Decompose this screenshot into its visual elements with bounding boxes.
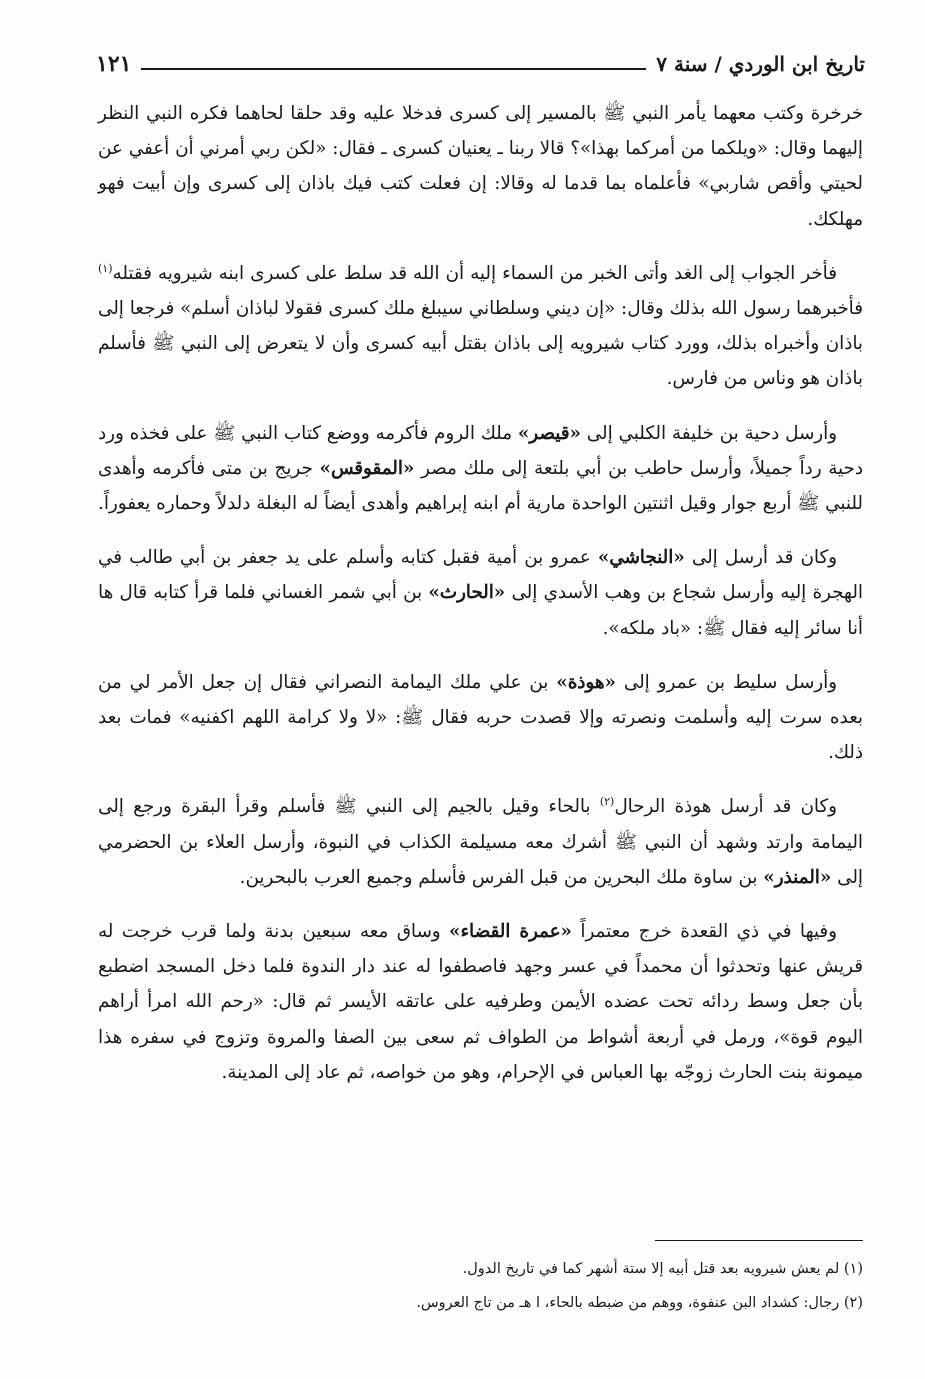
paragraph <box>98 540 863 646</box>
paragraph <box>98 665 863 771</box>
paragraph <box>98 416 863 522</box>
text-run: وكان قد أرسل إلى <box>684 547 838 569</box>
text-run: بالحاء وقيل بالجيم إلى النبي ﷺ فأسلم وقرأ البقرة ورجع إلى اليمامة وارتد وشهد أن النبي ﷺ أشرك معه مسيلمة الكذاب في النبوة، وأرسل العلاء بن الحضرمي إلى <box>98 796 863 888</box>
text-run: وأرسل سليط بن عمرو إلى <box>615 671 837 693</box>
paragraph <box>98 914 863 1090</box>
highlighted-name: «المقوقس» <box>319 457 415 479</box>
running-header <box>96 44 865 84</box>
footnote-separator <box>655 1240 863 1241</box>
footnote-1: (١) لم يعش شيرويه بعد قتل أبيه إلا ستة أشهر كما في تاريخ الدول. <box>462 1261 863 1277</box>
text-run: وساق معه سبعين بدنة ولما قرب خرجت له قريش عنها وتحدثوا أن محمداً في عسر وجهد فاصطفوا له عند دار الندوة فلما دخل المسجد اضطبع بأن جعل وسط ردائه تحت عضده الأيمن وطرفيه على عاتقه الأيسر ثم قال: «رحم الله امرأ أراهم اليوم قوة»، ورمل في أربعة أشواط من الطواف ثم سعى بين الصفا والمروة وتزوج في سفره هذا ميمونة بنت الحارث زوجّه بها العباس في الإحرام، وهو من خواصه، ثم عاد إلى المدينة. <box>98 921 863 1083</box>
running-title: تاريخ ابن الوردي / سنة ٧ <box>656 52 865 76</box>
highlighted-name: «هوذة» <box>556 671 616 693</box>
footnote-marker: (٢) <box>599 795 615 809</box>
highlighted-name: «الحارث» <box>428 582 506 604</box>
footnotes <box>98 1252 863 1320</box>
text-run: فأخبرهما رسول الله بذلك وقال: «إن ديني وسلطاني سيبلغ ملك كسرى فقولا لباذان أسلم» فرجعا إلى باذان وأخبراه بذلك، وورد كتاب شيرويه إلى باذان بقتل أبيه كسرى وأن لا يتعرض إلى النبي ﷺ فأسلم باذان هو وناس من فارس. <box>98 298 863 390</box>
paragraph <box>98 789 863 895</box>
highlighted-name: «قيصر» <box>517 422 581 444</box>
body-text <box>98 96 863 1109</box>
text-run: ملك الروم فأكرمه ووضع كتاب النبي ﷺ على فخذه ورد دحية رداً جميلاً، وأرسل حاطب بن أبي بلتعة إلى ملك مصر <box>98 422 863 479</box>
highlighted-name: «عمرة القضاء» <box>449 921 572 943</box>
header-rule <box>141 68 646 70</box>
text-run: بن أبي شمر الغساني فلما قرأ كتابه قال ها أنا سائر إليه فقال ﷺ: «باد ملكه». <box>98 582 863 639</box>
text-run: وفيها في ذي القعدة خرج معتمراً <box>571 921 837 943</box>
highlighted-name: «النجاشي» <box>597 547 685 569</box>
text-run: وكان قد أرسل هوذة الرحال <box>614 796 837 818</box>
text-run: فأخر الجواب إلى الغد وأتى الخبر من السماء إليه أن الله قد سلط على كسرى ابنه شيرويه فقتله <box>112 262 837 284</box>
text-run: عمرو بن أمية فقبل كتابه وأسلم على يد جعفر بن أبي طالب في الهجرة إليه وأرسل شجاع بن وهب الأسدي إلى <box>98 547 863 604</box>
text-run: جريج بن متى فأكرمه وأهدى للنبي ﷺ أربع جوار وقيل اثنتين الواحدة مارية أم ابنه إبراهيم وأهدى أيضاً له البغلة دلدلاً وحماره يعفوراً. <box>98 457 863 515</box>
text-run: خرخرة وكتب معهما يأمر النبي ﷺ بالمسير إلى كسرى فدخلا عليه وقد حلقا لحاهما فكره النبي النظر إليهما وقال: «ويلكما من أمركما بهذا»؟ قالا ربنا ـ يعنيان كسرى ـ فقال: «لكن ربي أمرني أن أعفي عن لحيتي وأقص شاربي» فأعلماه بما قدما له وقالا: إن فعلت كتب فيك باذان إلى كسرى وإن أبيت فهو مهلكك. <box>98 103 863 230</box>
text-run: بن ساوة ملك البحرين من قبل الفرس فأسلم وجميع العرب بالبحرين. <box>239 866 764 888</box>
text-run: وأرسل دحية بن خليفة الكلبي إلى <box>580 422 838 444</box>
highlighted-name: «المنذر» <box>763 866 832 888</box>
page-number: ١٢١ <box>96 51 132 77</box>
footnote-marker: (١) <box>98 261 113 275</box>
paragraph <box>98 96 863 237</box>
footnote-2: (٢) رجال: كشداد البن عنفوة، ووهم من ضبطه بالحاء، ا هـ من تاج العروس. <box>416 1295 863 1311</box>
paragraph <box>98 256 863 397</box>
text-run: بن علي ملك اليمامة النصراني فقال إن جعل الأمر لي من بعده سرت إليه وأسلمت ونصرته وإلا قصدت حربه فقال ﷺ: «لا ولا كرامة اللهم اكفنيه» فمات بعد ذلك. <box>98 671 863 764</box>
